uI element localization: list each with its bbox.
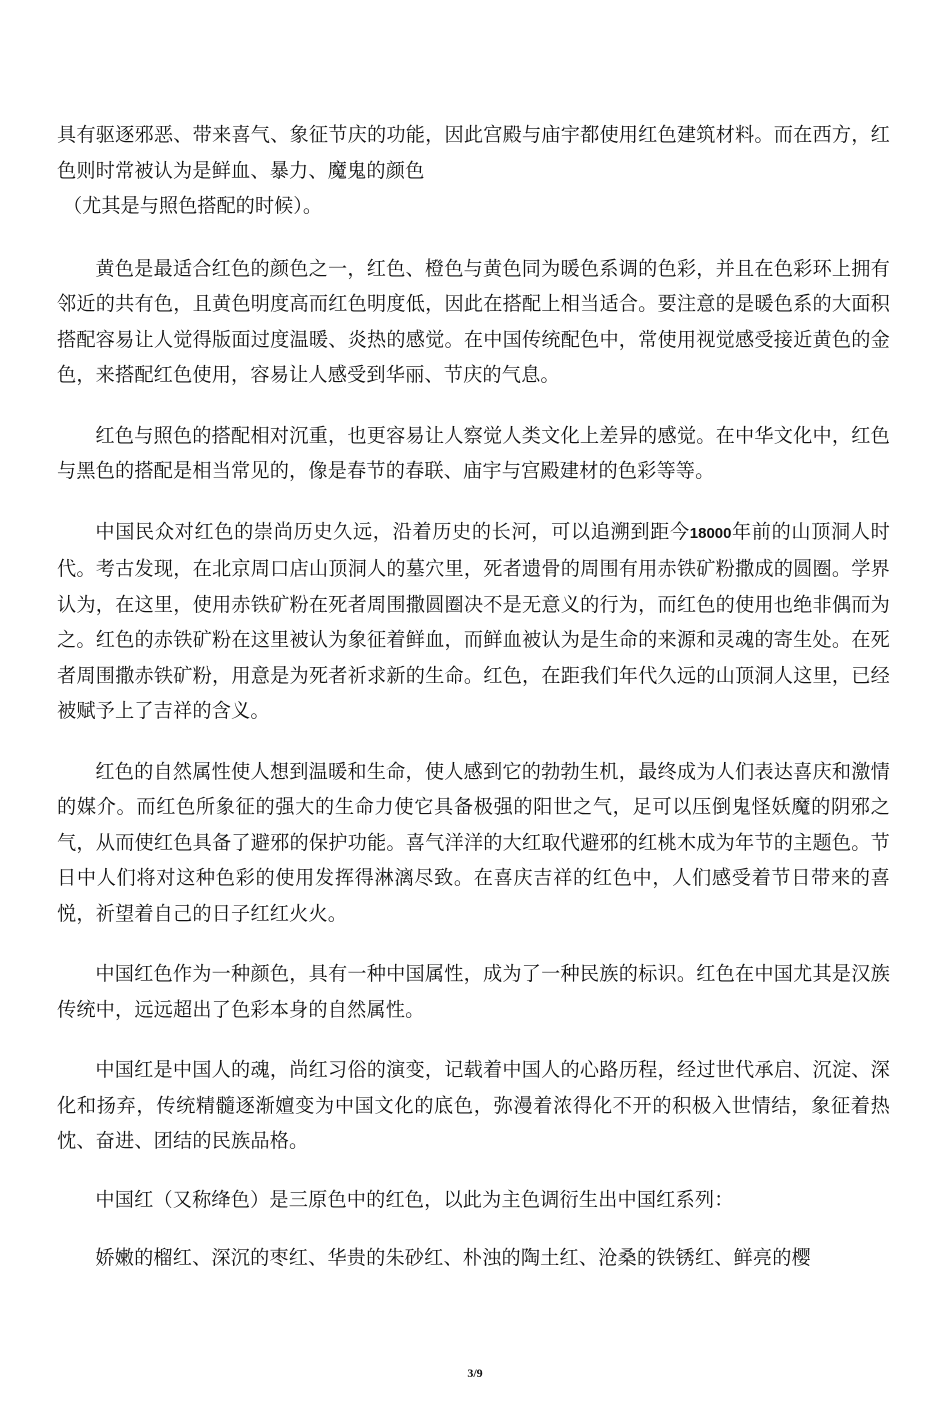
paragraph-text-after: 年前的山顶洞人时代。考古发现，在北京周口店山顶洞人的墓穴里，死者遗骨的周围有用赤铁矿粉撒成的圆圈。学界认为，在这里，使用赤铁矿粉在死者周围撒圆圈决不是无意义的行为，而红色的使用也绝非偶而为之。红色的赤铁矿粉在这里被认为象征着鲜血，而鲜血被认为是生命的来源和灵魂的寄生处。在死者周围撒赤铁矿粉，用意是为死者祈求新的生命。红色，在距我们年代久远的山顶洞人这里，已经被赋予上了吉祥的含义。 (57, 519, 891, 722)
paragraph-yellow-red: 黄色是最适合红色的颜色之一，红色、橙色与黄色同为暖色系调的色彩，并且在色彩环上拥有邻近的共有色，且黄色明度高而红色明度低，因此在搭配上相当适合。要注意的是暖色系的大面积搭配容易让人觉得版面过度温暖、炎热的感觉。在中国传统配色中，常使用视觉感受接近黄色的金色，来搭配红色使用，容易让人感受到华丽、节庆的气息。 (57, 256, 890, 386)
paragraph-chinese-red-soul: 中国红是中国人的魂，尚红习俗的演变，记载着中国人的心路历程，经过世代承启、沉淀、深化和扬弃，传统精髓逐渐嬗变为中国文化的底色，弥漫着浓得化不开的积极入世情结，象征着热忱、奋进、团结的民族品格。 (57, 1058, 890, 1152)
paragraph-continuation (57, 117, 890, 188)
paragraph-continuation-tail: （尤其是与照色搭配的时候）。 (63, 194, 323, 217)
year-number: 18000 (689, 524, 732, 542)
document-body (57, 117, 890, 1276)
paragraph-text-before: 中国民众对红色的崇尚历史久远，沿着历史的长河，可以追溯到距今 (95, 519, 690, 543)
paragraph-chinese-red-series: 中国红（又称绛色）是三原色中的红色，以此为主色调衍生出中国红系列： (95, 1187, 734, 1211)
page-number: 3/9 (467, 1366, 483, 1380)
paragraph-national-identity: 中国红色作为一种颜色，具有一种中国属性，成为了一种民族的标识。红色在中国尤其是汉族传统中，远远超出了色彩本身的自然属性。 (57, 962, 890, 1021)
paragraph-red-variants: 娇嫩的榴红、深沉的枣红、华贵的朱砂红、朴浊的陶土红、沧桑的铁锈红、鲜亮的樱 (95, 1246, 811, 1269)
paragraph-text: 具有驱逐邪恶、带来喜气、象征节庆的功能，因此宫殿与庙宇都使用红色建筑材料。而在西方，红色则时常被认为是鲜血、暴力、魔鬼的颜色 (57, 123, 890, 182)
paragraph-natural-attribute: 红色的自然属性使人想到温暖和生命，使人感到它的勃勃生机，最终成为人们表达喜庆和激情的媒介。而红色所象征的强大的生命力使它具备极强的阳世之气，足可以压倒鬼怪妖魔的阴邪之气，从而使红色具备了避邪的保护功能。喜气洋洋的大红取代避邪的红桃木成为年节的主题色。节日中人们将对这种色彩的使用发挥得淋漓尽致。在喜庆吉祥的红色中，人们感受着节日带来的喜悦，祈望着自己的日子红红火火。 (57, 759, 890, 925)
paragraph-history (57, 514, 890, 729)
paragraph-red-black: 红色与照色的搭配相对沉重，也更容易让人察觉人类文化上差异的感觉。在中华文化中，红色与黑色的搭配是相当常见的，像是春节的春联、庙宇与宫殿建材的色彩等等。 (57, 423, 890, 482)
